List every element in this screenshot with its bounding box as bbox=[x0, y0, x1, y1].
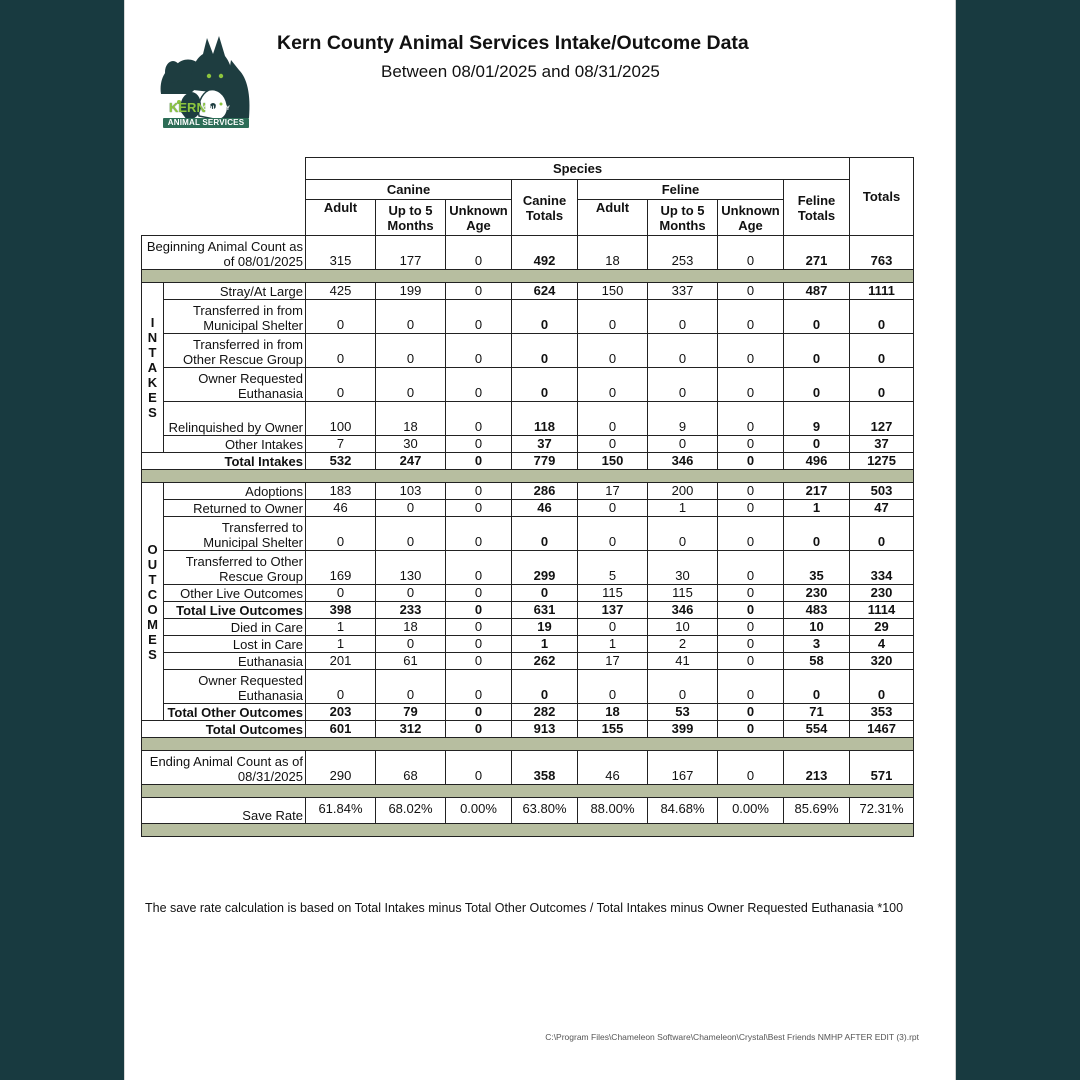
table-cell: 0 bbox=[718, 483, 784, 500]
bottom-band bbox=[142, 824, 914, 837]
save-rate-cell: 68.02% bbox=[376, 798, 446, 824]
table-cell: 763 bbox=[850, 236, 914, 270]
table-cell: 100 bbox=[306, 402, 376, 436]
logo-county-text: COUNTY bbox=[203, 106, 231, 112]
table-cell: 68 bbox=[376, 751, 446, 785]
table-cell: 247 bbox=[376, 453, 446, 470]
row-label: Stray/At Large bbox=[164, 283, 306, 300]
table-cell: 46 bbox=[306, 500, 376, 517]
band-cell bbox=[142, 785, 914, 798]
table-cell: 0 bbox=[446, 334, 512, 368]
table-cell: 137 bbox=[578, 602, 648, 619]
table-cell: 0 bbox=[512, 585, 578, 602]
save-rate-footnote: The save rate calculation is based on Total Intakes minus Total Other Outcomes / Total Intakes minus Owner Requested Euthanasia *100 bbox=[145, 901, 904, 915]
table-cell: 183 bbox=[306, 483, 376, 500]
table-cell: 0 bbox=[376, 636, 446, 653]
outcomes-side-label-letter: O bbox=[147, 601, 158, 617]
table-cell: 18 bbox=[578, 704, 648, 721]
outcome-row bbox=[142, 483, 914, 500]
table-cell: 0 bbox=[578, 300, 648, 334]
row-label: Beginning Animal Count as of 08/01/2025 bbox=[142, 236, 306, 270]
table-cell: 0 bbox=[446, 483, 512, 500]
table-cell: 299 bbox=[512, 551, 578, 585]
table-cell: 779 bbox=[512, 453, 578, 470]
table-cell: 425 bbox=[306, 283, 376, 300]
intake-row bbox=[142, 300, 914, 334]
canine-unknown-age-header: Unknown Age bbox=[446, 200, 512, 236]
outcome-row bbox=[142, 602, 914, 619]
row-label: Transferred in from Municipal Shelter bbox=[164, 300, 306, 334]
table-cell: 230 bbox=[850, 585, 914, 602]
intake-row bbox=[142, 283, 914, 300]
table-cell: 0 bbox=[718, 670, 784, 704]
table-body bbox=[142, 236, 914, 837]
table-cell: 0 bbox=[512, 368, 578, 402]
table-cell: 127 bbox=[850, 402, 914, 436]
table-cell: 30 bbox=[376, 436, 446, 453]
row-label: Owner Requested Euthanasia bbox=[164, 670, 306, 704]
table-cell: 253 bbox=[648, 236, 718, 270]
total-intakes-row bbox=[142, 453, 914, 470]
intakes-side-label-letter: N bbox=[147, 330, 158, 345]
table-cell: 346 bbox=[648, 602, 718, 619]
table-cell: 0 bbox=[784, 436, 850, 453]
table-cell: 0 bbox=[376, 500, 446, 517]
table-cell: 150 bbox=[578, 283, 648, 300]
table-cell: 0 bbox=[784, 334, 850, 368]
table-cell: 46 bbox=[512, 500, 578, 517]
table-cell: 0 bbox=[784, 300, 850, 334]
table-cell: 0 bbox=[446, 670, 512, 704]
table-cell: 334 bbox=[850, 551, 914, 585]
logo-services-text: ANIMAL SERVICES bbox=[163, 118, 249, 128]
table-cell: 10 bbox=[648, 619, 718, 636]
table-cell: 483 bbox=[784, 602, 850, 619]
table-cell: 0 bbox=[718, 402, 784, 436]
table-cell: 1114 bbox=[850, 602, 914, 619]
outcome-row bbox=[142, 500, 914, 517]
feline-up-to-5-header: Up to 5 Months bbox=[648, 200, 718, 236]
kern-county-logo bbox=[153, 32, 259, 138]
table-cell: 0 bbox=[446, 517, 512, 551]
band-cell bbox=[142, 270, 914, 283]
save-rate-cell: 88.00% bbox=[578, 798, 648, 824]
save-rate-cell: 63.80% bbox=[512, 798, 578, 824]
table-cell: 0 bbox=[446, 283, 512, 300]
table-cell: 0 bbox=[718, 585, 784, 602]
table-cell: 0 bbox=[376, 368, 446, 402]
table-cell: 0 bbox=[718, 517, 784, 551]
table-cell: 1111 bbox=[850, 283, 914, 300]
outcomes-side-label-letter: S bbox=[148, 646, 157, 662]
table-cell: 0 bbox=[578, 368, 648, 402]
table-cell: 315 bbox=[306, 236, 376, 270]
table-cell: 41 bbox=[648, 653, 718, 670]
table-cell: 0 bbox=[718, 453, 784, 470]
outcome-row bbox=[142, 653, 914, 670]
row-label: Total Outcomes bbox=[142, 721, 306, 738]
row-label: Ending Animal Count as of 08/31/2025 bbox=[142, 751, 306, 785]
table-cell: 0 bbox=[718, 500, 784, 517]
table-cell: 0 bbox=[784, 368, 850, 402]
row-label: Owner Requested Euthanasia bbox=[164, 368, 306, 402]
table-cell: 0 bbox=[446, 602, 512, 619]
table-cell: 1 bbox=[784, 500, 850, 517]
table-cell: 1275 bbox=[850, 453, 914, 470]
table-cell: 1 bbox=[578, 636, 648, 653]
table-cell: 601 bbox=[306, 721, 376, 738]
canine-up-to-5-header: Up to 5 Months bbox=[376, 200, 446, 236]
outcome-row bbox=[142, 517, 914, 551]
row-label: Other Intakes bbox=[164, 436, 306, 453]
table-cell: 19 bbox=[512, 619, 578, 636]
table-cell: 0 bbox=[718, 236, 784, 270]
table-cell: 0 bbox=[718, 283, 784, 300]
table-cell: 1 bbox=[306, 619, 376, 636]
table-cell: 337 bbox=[648, 283, 718, 300]
table-cell: 103 bbox=[376, 483, 446, 500]
table-cell: 532 bbox=[306, 453, 376, 470]
table-cell: 0 bbox=[446, 551, 512, 585]
table-cell: 213 bbox=[784, 751, 850, 785]
save-rate-band bbox=[142, 785, 914, 798]
logo-kern-text: KERN bbox=[169, 100, 206, 115]
row-label: Lost in Care bbox=[164, 636, 306, 653]
table-cell: 0 bbox=[850, 334, 914, 368]
row-label: Euthanasia bbox=[164, 653, 306, 670]
table-cell: 9 bbox=[784, 402, 850, 436]
table-cell: 0 bbox=[512, 670, 578, 704]
outcomes-side-label-letter: U bbox=[147, 556, 158, 572]
table-cell: 7 bbox=[306, 436, 376, 453]
table-cell: 0 bbox=[446, 585, 512, 602]
table-cell: 0 bbox=[446, 453, 512, 470]
table-cell: 217 bbox=[784, 483, 850, 500]
feline-unknown-age-header: Unknown Age bbox=[718, 200, 784, 236]
table-cell: 290 bbox=[306, 751, 376, 785]
report-file-path: C:\Program Files\Chameleon Software\Chameleon\Crystal\Best Friends NMHP AFTER EDIT (3).rpt bbox=[545, 1032, 919, 1042]
table-cell: 0 bbox=[718, 551, 784, 585]
table-cell: 10 bbox=[784, 619, 850, 636]
table-cell: 0 bbox=[648, 300, 718, 334]
outcomes-side-label-letter: E bbox=[148, 631, 157, 647]
table-cell: 0 bbox=[446, 653, 512, 670]
table-cell: 399 bbox=[648, 721, 718, 738]
table-cell: 0 bbox=[718, 602, 784, 619]
table-cell: 0 bbox=[648, 334, 718, 368]
intakes-side-label-letter: T bbox=[148, 345, 157, 360]
row-label: Total Intakes bbox=[142, 453, 306, 470]
table-cell: 0 bbox=[578, 517, 648, 551]
table-cell: 130 bbox=[376, 551, 446, 585]
table-cell: 0 bbox=[446, 236, 512, 270]
table-cell: 0 bbox=[446, 704, 512, 721]
table-cell: 271 bbox=[784, 236, 850, 270]
table-cell: 5 bbox=[578, 551, 648, 585]
table-cell: 312 bbox=[376, 721, 446, 738]
table-cell: 9 bbox=[648, 402, 718, 436]
table-cell: 0 bbox=[850, 517, 914, 551]
intakes-side-label-letter: E bbox=[148, 390, 157, 405]
table-cell: 496 bbox=[784, 453, 850, 470]
table-cell: 0 bbox=[784, 517, 850, 551]
table-cell: 0 bbox=[446, 721, 512, 738]
table-cell: 118 bbox=[512, 402, 578, 436]
table-cell: 0 bbox=[446, 500, 512, 517]
table-cell: 0 bbox=[306, 368, 376, 402]
table-cell: 0 bbox=[376, 334, 446, 368]
table-cell: 167 bbox=[648, 751, 718, 785]
row-label: Transferred in from Other Rescue Group bbox=[164, 334, 306, 368]
report-page bbox=[124, 0, 956, 1080]
table-cell: 0 bbox=[306, 517, 376, 551]
table-cell: 0 bbox=[578, 436, 648, 453]
save-rate-row bbox=[142, 798, 914, 824]
table-cell: 0 bbox=[718, 704, 784, 721]
table-cell: 177 bbox=[376, 236, 446, 270]
intakes-side-label-letter: A bbox=[147, 360, 158, 375]
species-header: Species bbox=[306, 158, 850, 180]
table-cell: 0 bbox=[446, 619, 512, 636]
table-cell: 1467 bbox=[850, 721, 914, 738]
table-cell: 200 bbox=[648, 483, 718, 500]
table-cell: 282 bbox=[512, 704, 578, 721]
canine-header: Canine bbox=[306, 180, 512, 200]
table-cell: 0 bbox=[446, 300, 512, 334]
save-rate-cell: 84.68% bbox=[648, 798, 718, 824]
table-cell: 358 bbox=[512, 751, 578, 785]
table-cell: 0 bbox=[578, 619, 648, 636]
table-cell: 30 bbox=[648, 551, 718, 585]
table-cell: 0 bbox=[784, 670, 850, 704]
save-rate-cell: 61.84% bbox=[306, 798, 376, 824]
ending-count-row bbox=[142, 751, 914, 785]
table-cell: 0 bbox=[718, 636, 784, 653]
table-cell: 0 bbox=[512, 334, 578, 368]
header-blank-cell bbox=[142, 158, 306, 236]
intakes-side-label bbox=[142, 283, 164, 453]
table-cell: 0 bbox=[446, 751, 512, 785]
table-cell: 0 bbox=[718, 300, 784, 334]
report-date-range: Between 08/01/2025 and 08/31/2025 bbox=[381, 62, 660, 81]
outcomes-side-label bbox=[142, 483, 164, 721]
table-cell: 79 bbox=[376, 704, 446, 721]
intakes-side-label-letter: S bbox=[148, 405, 157, 420]
row-label: Total Other Outcomes bbox=[164, 704, 306, 721]
table-cell: 0 bbox=[512, 517, 578, 551]
intake-row bbox=[142, 436, 914, 453]
table-cell: 0 bbox=[306, 334, 376, 368]
feline-totals-header: Feline Totals bbox=[784, 180, 850, 236]
row-label: Returned to Owner bbox=[164, 500, 306, 517]
row-label: Save Rate bbox=[142, 798, 306, 824]
outcome-row bbox=[142, 585, 914, 602]
table-cell: 3 bbox=[784, 636, 850, 653]
save-rate-cell: 72.31% bbox=[850, 798, 914, 824]
table-cell: 0 bbox=[306, 585, 376, 602]
table-cell: 0 bbox=[718, 653, 784, 670]
outcomes-side-label-letter: O bbox=[147, 541, 158, 557]
table-cell: 115 bbox=[648, 585, 718, 602]
outcome-row bbox=[142, 636, 914, 653]
table-cell: 320 bbox=[850, 653, 914, 670]
row-label: Total Live Outcomes bbox=[164, 602, 306, 619]
intake-outcome-table bbox=[141, 157, 914, 837]
canine-totals-header: Canine Totals bbox=[512, 180, 578, 236]
table-cell: 624 bbox=[512, 283, 578, 300]
table-cell: 1 bbox=[512, 636, 578, 653]
table-cell: 286 bbox=[512, 483, 578, 500]
table-cell: 18 bbox=[376, 402, 446, 436]
canine-adult-header: Adult bbox=[306, 200, 376, 236]
table-cell: 0 bbox=[446, 368, 512, 402]
table-cell: 0 bbox=[850, 670, 914, 704]
table-cell: 230 bbox=[784, 585, 850, 602]
table-cell: 37 bbox=[850, 436, 914, 453]
row-label: Transferred to Municipal Shelter bbox=[164, 517, 306, 551]
feline-adult-header: Adult bbox=[578, 200, 648, 236]
feline-header: Feline bbox=[578, 180, 784, 200]
table-cell: 4 bbox=[850, 636, 914, 653]
band-cell bbox=[142, 824, 914, 837]
table-cell: 398 bbox=[306, 602, 376, 619]
table-cell: 0 bbox=[718, 751, 784, 785]
table-cell: 554 bbox=[784, 721, 850, 738]
table-cell: 492 bbox=[512, 236, 578, 270]
outcome-row bbox=[142, 551, 914, 585]
band-cell bbox=[142, 470, 914, 483]
table-cell: 18 bbox=[578, 236, 648, 270]
outcomes-side-label-letter: M bbox=[147, 616, 158, 632]
table-cell: 233 bbox=[376, 602, 446, 619]
band-cell bbox=[142, 738, 914, 751]
intakes-band bbox=[142, 270, 914, 283]
table-cell: 0 bbox=[850, 368, 914, 402]
table-cell: 262 bbox=[512, 653, 578, 670]
table-cell: 17 bbox=[578, 653, 648, 670]
table-cell: 631 bbox=[512, 602, 578, 619]
table-cell: 353 bbox=[850, 704, 914, 721]
totals-header: Totals bbox=[850, 158, 914, 236]
table-cell: 53 bbox=[648, 704, 718, 721]
outcomes-side-label-letter: T bbox=[148, 571, 157, 587]
table-cell: 71 bbox=[784, 704, 850, 721]
table-cell: 0 bbox=[718, 721, 784, 738]
row-label: Adoptions bbox=[164, 483, 306, 500]
table-cell: 35 bbox=[784, 551, 850, 585]
table-cell: 199 bbox=[376, 283, 446, 300]
table-cell: 115 bbox=[578, 585, 648, 602]
table-cell: 0 bbox=[648, 517, 718, 551]
table-cell: 61 bbox=[376, 653, 446, 670]
table-cell: 0 bbox=[648, 368, 718, 402]
table-cell: 0 bbox=[376, 517, 446, 551]
table-cell: 0 bbox=[850, 300, 914, 334]
table-cell: 201 bbox=[306, 653, 376, 670]
table-cell: 58 bbox=[784, 653, 850, 670]
table-cell: 0 bbox=[376, 300, 446, 334]
row-label: Relinquished by Owner bbox=[164, 402, 306, 436]
table-cell: 29 bbox=[850, 619, 914, 636]
table-cell: 0 bbox=[578, 500, 648, 517]
table-cell: 47 bbox=[850, 500, 914, 517]
table-cell: 0 bbox=[578, 334, 648, 368]
row-label: Died in Care bbox=[164, 619, 306, 636]
table-cell: 913 bbox=[512, 721, 578, 738]
row-label: Transferred to Other Rescue Group bbox=[164, 551, 306, 585]
total-outcomes-row bbox=[142, 721, 914, 738]
intakes-side-label-letter: K bbox=[147, 375, 158, 390]
intake-row bbox=[142, 402, 914, 436]
table-cell: 46 bbox=[578, 751, 648, 785]
intake-row bbox=[142, 368, 914, 402]
table-cell: 0 bbox=[718, 436, 784, 453]
table-cell: 203 bbox=[306, 704, 376, 721]
table-cell: 346 bbox=[648, 453, 718, 470]
outcome-row bbox=[142, 619, 914, 636]
row-label: Other Live Outcomes bbox=[164, 585, 306, 602]
table-cell: 0 bbox=[648, 436, 718, 453]
table-cell: 1 bbox=[306, 636, 376, 653]
ending-band bbox=[142, 738, 914, 751]
table-cell: 0 bbox=[376, 670, 446, 704]
table-cell: 2 bbox=[648, 636, 718, 653]
table-cell: 0 bbox=[648, 670, 718, 704]
table-cell: 155 bbox=[578, 721, 648, 738]
table-cell: 0 bbox=[512, 300, 578, 334]
table-cell: 487 bbox=[784, 283, 850, 300]
table-cell: 18 bbox=[376, 619, 446, 636]
save-rate-cell: 85.69% bbox=[784, 798, 850, 824]
table-cell: 0 bbox=[376, 585, 446, 602]
table-cell: 1 bbox=[648, 500, 718, 517]
table-cell: 571 bbox=[850, 751, 914, 785]
table-cell: 0 bbox=[718, 334, 784, 368]
save-rate-cell: 0.00% bbox=[718, 798, 784, 824]
table-cell: 503 bbox=[850, 483, 914, 500]
table-cell: 0 bbox=[578, 402, 648, 436]
table-cell: 17 bbox=[578, 483, 648, 500]
save-rate-cell: 0.00% bbox=[446, 798, 512, 824]
outcome-row bbox=[142, 704, 914, 721]
beginning-count-row bbox=[142, 236, 914, 270]
outcome-row bbox=[142, 670, 914, 704]
table-cell: 169 bbox=[306, 551, 376, 585]
table-cell: 0 bbox=[306, 300, 376, 334]
outcomes-band bbox=[142, 470, 914, 483]
table-cell: 37 bbox=[512, 436, 578, 453]
intake-row bbox=[142, 334, 914, 368]
table-cell: 0 bbox=[446, 436, 512, 453]
table-cell: 0 bbox=[718, 368, 784, 402]
table-cell: 0 bbox=[718, 619, 784, 636]
table-cell: 150 bbox=[578, 453, 648, 470]
table-cell: 0 bbox=[446, 402, 512, 436]
intakes-side-label-letter: I bbox=[150, 315, 155, 330]
table-cell: 0 bbox=[578, 670, 648, 704]
report-title: Kern County Animal Services Intake/Outcome Data bbox=[277, 32, 749, 54]
table-cell: 0 bbox=[446, 636, 512, 653]
table-cell: 0 bbox=[306, 670, 376, 704]
outcomes-side-label-letter: C bbox=[147, 586, 158, 602]
